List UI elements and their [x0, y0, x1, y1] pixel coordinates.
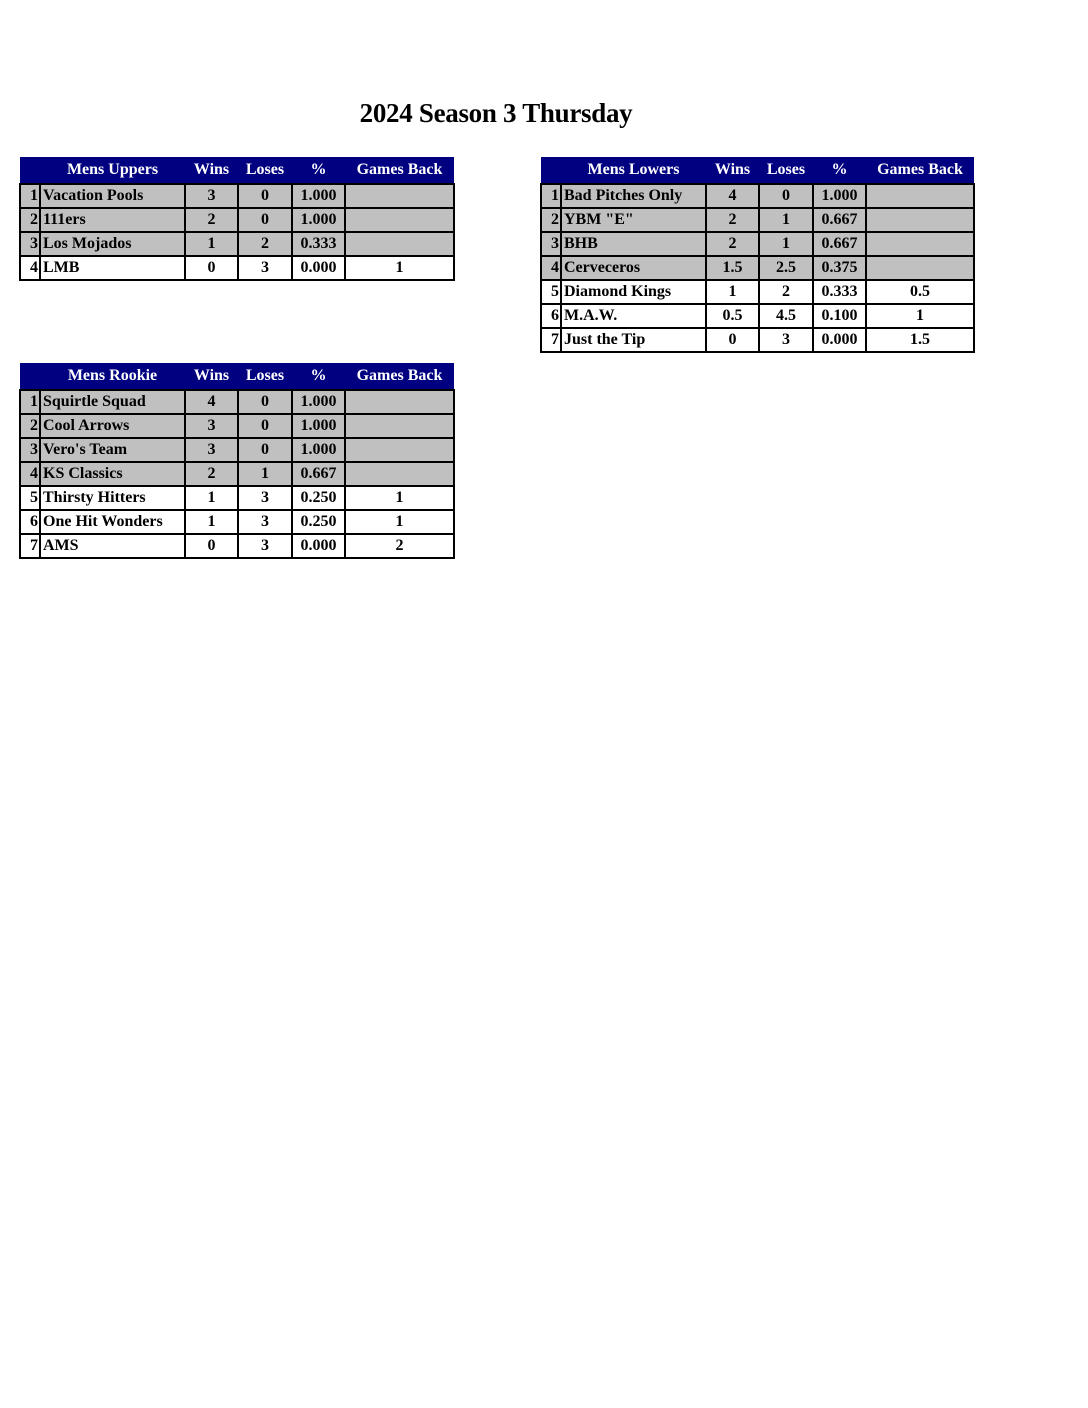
games-back-cell: [866, 256, 974, 280]
pct-cell: 0.333: [292, 232, 345, 256]
games-back-cell: [345, 462, 454, 486]
pct-cell: 0.250: [292, 510, 345, 534]
loses-cell: 1: [759, 232, 813, 256]
loses-cell: 0: [759, 184, 813, 208]
rank-header: [541, 157, 561, 184]
loses-header: Loses: [238, 363, 292, 390]
mens-rookie-standings-table: [19, 363, 455, 559]
games-back-cell: 0.5: [866, 280, 974, 304]
loses-cell: 2.5: [759, 256, 813, 280]
games-back-header: Games Back: [345, 157, 454, 184]
team-name-cell: Diamond Kings: [561, 280, 706, 304]
wins-cell: 1: [706, 280, 759, 304]
loses-cell: 3: [238, 486, 292, 510]
team-name-cell: Squirtle Squad: [40, 390, 185, 414]
team-name-cell: 111ers: [40, 208, 185, 232]
table-row: [20, 256, 454, 280]
pct-cell: 1.000: [292, 390, 345, 414]
pct-cell: 1.000: [292, 208, 345, 232]
pct-cell: 0.000: [813, 328, 866, 352]
loses-cell: 3: [238, 510, 292, 534]
loses-header: Loses: [759, 157, 813, 184]
team-name-cell: Bad Pitches Only: [561, 184, 706, 208]
wins-cell: 0: [185, 256, 238, 280]
pct-cell: 0.250: [292, 486, 345, 510]
loses-cell: 1: [238, 462, 292, 486]
loses-cell: 0: [238, 438, 292, 462]
pct-cell: 0.667: [292, 462, 345, 486]
team-name-cell: Cool Arrows: [40, 414, 185, 438]
rank-cell: 7: [20, 534, 40, 558]
table-row: [20, 486, 454, 510]
table-row: [541, 328, 974, 352]
mens-lowers-standings-table: [540, 157, 975, 353]
rank-cell: 6: [541, 304, 561, 328]
games-back-header: Games Back: [866, 157, 974, 184]
division-name-header: Mens Uppers: [40, 157, 185, 184]
table-row: [541, 232, 974, 256]
loses-cell: 4.5: [759, 304, 813, 328]
table-row: [541, 208, 974, 232]
pct-cell: 0.667: [813, 232, 866, 256]
table-row: [541, 304, 974, 328]
team-name-cell: Thirsty Hitters: [40, 486, 185, 510]
rank-header: [20, 157, 40, 184]
team-name-cell: Just the Tip: [561, 328, 706, 352]
table-header-row: [20, 157, 454, 184]
games-back-cell: [866, 208, 974, 232]
table-header-row: [541, 157, 974, 184]
wins-cell: 1.5: [706, 256, 759, 280]
team-name-cell: KS Classics: [40, 462, 185, 486]
loses-cell: 3: [759, 328, 813, 352]
wins-cell: 2: [185, 462, 238, 486]
pct-cell: 0.100: [813, 304, 866, 328]
pct-header: %: [292, 157, 345, 184]
games-back-cell: 1: [345, 486, 454, 510]
team-name-cell: Cerveceros: [561, 256, 706, 280]
rank-cell: 2: [541, 208, 561, 232]
wins-cell: 0: [706, 328, 759, 352]
loses-header: Loses: [238, 157, 292, 184]
games-back-cell: [345, 184, 454, 208]
loses-cell: 1: [759, 208, 813, 232]
wins-cell: 4: [185, 390, 238, 414]
games-back-cell: [866, 184, 974, 208]
games-back-cell: 1.5: [866, 328, 974, 352]
rank-cell: 6: [20, 510, 40, 534]
wins-cell: 3: [185, 414, 238, 438]
division-name-header: Mens Rookie: [40, 363, 185, 390]
loses-cell: 3: [238, 256, 292, 280]
wins-header: Wins: [185, 363, 238, 390]
pct-cell: 0.000: [292, 534, 345, 558]
table-row: [20, 184, 454, 208]
rank-cell: 3: [541, 232, 561, 256]
loses-cell: 0: [238, 184, 292, 208]
loses-cell: 3: [238, 534, 292, 558]
team-name-cell: One Hit Wonders: [40, 510, 185, 534]
team-name-cell: Vacation Pools: [40, 184, 185, 208]
table-row: [20, 208, 454, 232]
rank-cell: 3: [20, 438, 40, 462]
rank-cell: 5: [541, 280, 561, 304]
loses-cell: 0: [238, 390, 292, 414]
loses-cell: 2: [238, 232, 292, 256]
games-back-cell: 1: [866, 304, 974, 328]
rank-cell: 1: [20, 184, 40, 208]
table-row: [541, 184, 974, 208]
pct-cell: 0.667: [813, 208, 866, 232]
wins-cell: 1: [185, 486, 238, 510]
rank-cell: 4: [20, 462, 40, 486]
rank-cell: 3: [20, 232, 40, 256]
games-back-cell: [345, 232, 454, 256]
team-name-cell: YBM "E": [561, 208, 706, 232]
rank-cell: 5: [20, 486, 40, 510]
wins-cell: 2: [706, 232, 759, 256]
rank-cell: 1: [541, 184, 561, 208]
games-back-cell: 1: [345, 256, 454, 280]
wins-cell: 1: [185, 232, 238, 256]
team-name-cell: M.A.W.: [561, 304, 706, 328]
rank-header: [20, 363, 40, 390]
table-row: [541, 280, 974, 304]
wins-cell: 1: [185, 510, 238, 534]
wins-header: Wins: [706, 157, 759, 184]
team-name-cell: AMS: [40, 534, 185, 558]
rank-cell: 2: [20, 208, 40, 232]
pct-cell: 1.000: [292, 438, 345, 462]
pct-header: %: [292, 363, 345, 390]
team-name-cell: BHB: [561, 232, 706, 256]
rank-cell: 2: [20, 414, 40, 438]
pct-cell: 1.000: [292, 414, 345, 438]
mens-uppers-standings-table: [19, 157, 455, 281]
pct-cell: 0.000: [292, 256, 345, 280]
wins-cell: 2: [185, 208, 238, 232]
loses-cell: 0: [238, 414, 292, 438]
pct-cell: 1.000: [292, 184, 345, 208]
games-back-cell: [345, 414, 454, 438]
pct-header: %: [813, 157, 866, 184]
wins-cell: 0.5: [706, 304, 759, 328]
games-back-cell: 1: [345, 510, 454, 534]
table-header-row: [20, 363, 454, 390]
table-row: [20, 534, 454, 558]
games-back-cell: [345, 208, 454, 232]
wins-cell: 3: [185, 438, 238, 462]
page-title: 2024 Season 3 Thursday: [359, 98, 633, 128]
team-name-cell: LMB: [40, 256, 185, 280]
games-back-cell: [345, 438, 454, 462]
games-back-cell: [866, 232, 974, 256]
loses-cell: 2: [759, 280, 813, 304]
rank-cell: 4: [541, 256, 561, 280]
rank-cell: 1: [20, 390, 40, 414]
table-row: [20, 390, 454, 414]
wins-cell: 4: [706, 184, 759, 208]
table-row: [541, 256, 974, 280]
rank-cell: 7: [541, 328, 561, 352]
pct-cell: 1.000: [813, 184, 866, 208]
table-row: [20, 510, 454, 534]
division-name-header: Mens Lowers: [561, 157, 706, 184]
pct-cell: 0.333: [813, 280, 866, 304]
rank-cell: 4: [20, 256, 40, 280]
table-row: [20, 462, 454, 486]
team-name-cell: Los Mojados: [40, 232, 185, 256]
pct-cell: 0.375: [813, 256, 866, 280]
wins-header: Wins: [185, 157, 238, 184]
games-back-cell: [345, 390, 454, 414]
loses-cell: 0: [238, 208, 292, 232]
table-row: [20, 232, 454, 256]
wins-cell: 0: [185, 534, 238, 558]
wins-cell: 2: [706, 208, 759, 232]
games-back-header: Games Back: [345, 363, 454, 390]
wins-cell: 3: [185, 184, 238, 208]
table-row: [20, 438, 454, 462]
games-back-cell: 2: [345, 534, 454, 558]
team-name-cell: Vero's Team: [40, 438, 185, 462]
table-row: [20, 414, 454, 438]
